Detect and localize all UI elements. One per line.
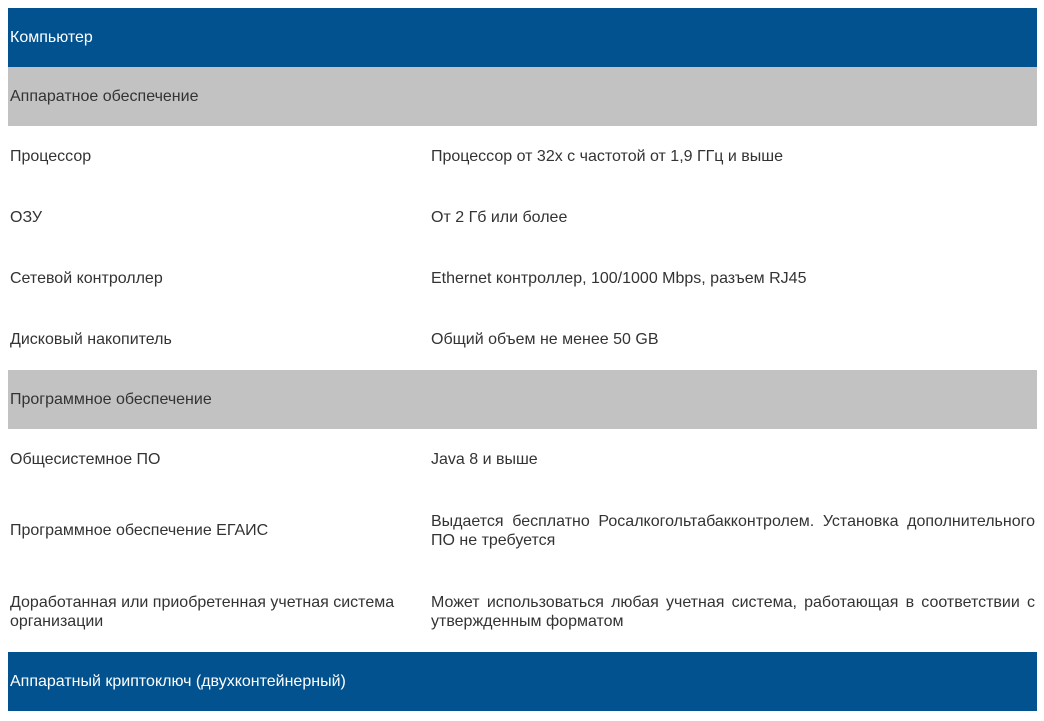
section-hardware <box>8 67 1037 126</box>
row-value: Ethernet контроллер, 100/1000 Mbps, разъем RJ45 <box>431 270 807 287</box>
row-value: Java 8 и выше <box>431 451 538 468</box>
row-value: Может использоваться любая учетная система, работающая в соответствии с утвержденным форматом <box>431 593 1035 630</box>
row-value: От 2 Гб или более <box>431 209 568 226</box>
table-row <box>8 309 1037 370</box>
table-row <box>8 126 1037 187</box>
row-label: Процессор <box>10 148 92 165</box>
table-row <box>8 490 1037 571</box>
section-title-crypto-key: Аппаратный криптоключ (двухконтейнерный) <box>10 673 346 690</box>
section-title-hardware: Аппаратное обеспечение <box>10 88 199 105</box>
table-row <box>8 248 1037 309</box>
row-value: Общий объем не менее 50 GB <box>431 331 659 348</box>
table-header-computer <box>8 8 1037 67</box>
section-crypto-key <box>8 652 1037 711</box>
row-label: Общесистемное ПО <box>10 451 161 468</box>
row-label: Доработанная или приобретенная учетная система организации <box>10 593 395 630</box>
row-label: Сетевой контроллер <box>10 270 163 287</box>
row-label: ОЗУ <box>10 209 43 226</box>
row-label: Дисковый накопитель <box>10 331 172 348</box>
section-title-software: Программное обеспечение <box>10 391 212 408</box>
row-label: Программное обеспечение ЕГАИС <box>10 522 269 539</box>
table-row <box>8 429 1037 490</box>
section-software <box>8 370 1037 429</box>
row-value: Процессор от 32х с частотой от 1,9 ГГц и выше <box>431 148 784 165</box>
requirements-table <box>8 8 1037 711</box>
table-row <box>8 571 1037 652</box>
header-title: Компьютер <box>10 29 93 46</box>
table-row <box>8 187 1037 248</box>
row-value: Выдается бесплатно Росалкогольтабакконтролем. Установка дополнительного ПО не требуется <box>431 512 1035 549</box>
